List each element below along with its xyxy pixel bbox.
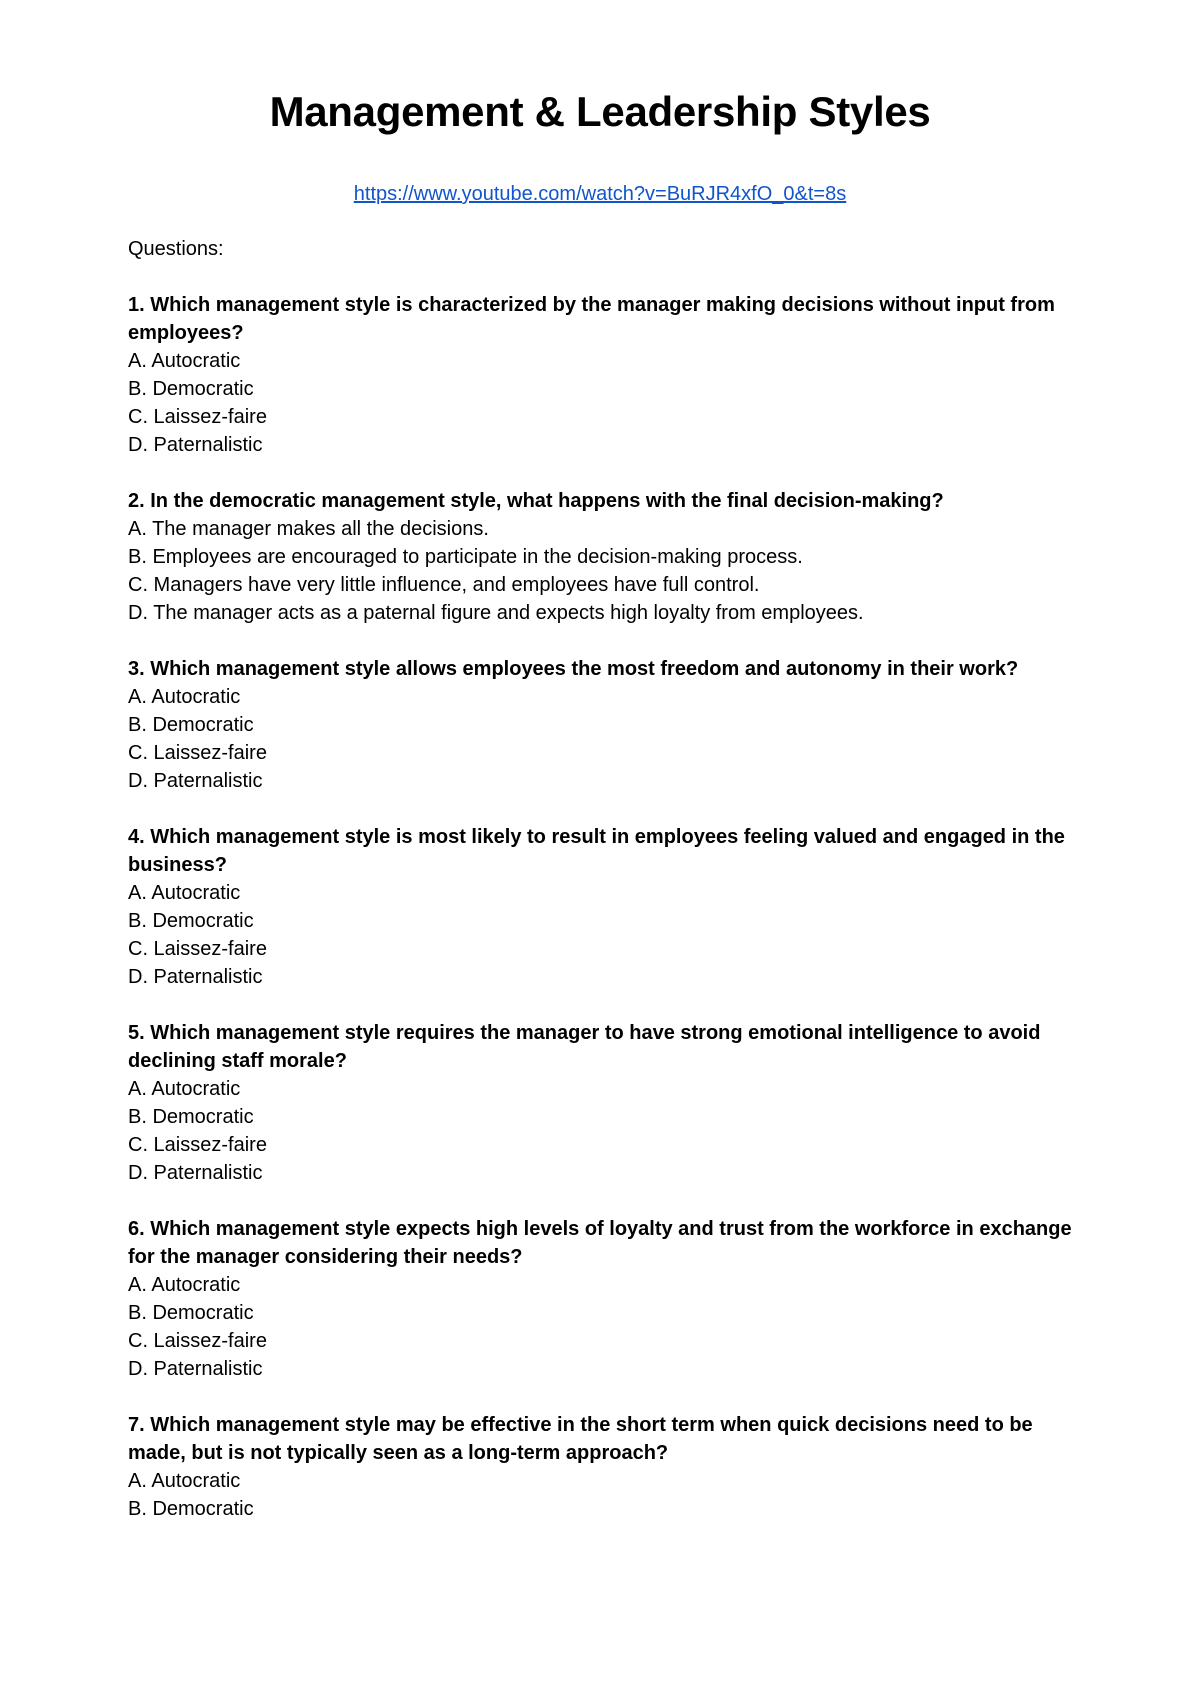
answer-option: B. Democratic [128,1498,254,1520]
question-text: 5. Which management style requires the manager to have strong emotional intelligence to avoid declining staff morale? [128,1022,1041,1072]
answer-option: B. Employees are encouraged to participate in the decision-making process. [128,546,803,568]
answer-option: A. Autocratic [128,882,241,904]
answer-option: A. Autocratic [128,1470,241,1492]
answer-option: B. Democratic [128,714,254,736]
question-item [128,823,1072,991]
answer-option: C. Laissez-faire [128,1330,267,1352]
answer-option: D. Paternalistic [128,966,263,988]
video-link-row [128,180,1072,208]
page-title: Management & Leadership Styles [269,88,931,135]
answer-option: A. Autocratic [128,350,241,372]
answer-option: A. Autocratic [128,1274,241,1296]
answer-options [128,515,1072,627]
answer-option: B. Democratic [128,1106,254,1128]
question-text: 4. Which management style is most likely to result in employees feeling valued and engaged in the business? [128,826,1065,876]
answer-option: D. Paternalistic [128,434,263,456]
answer-option: C. Laissez-faire [128,406,267,428]
questions-list [128,291,1072,1523]
question-item [128,291,1072,459]
answer-options [128,683,1072,795]
answer-option: D. The manager acts as a paternal figure and expects high loyalty from employees. [128,602,864,624]
question-text: 2. In the democratic management style, what happens with the final decision-making? [128,490,944,512]
answer-option: A. The manager makes all the decisions. [128,518,489,540]
answer-option: B. Democratic [128,1302,254,1324]
answer-options [128,1467,1072,1523]
questions-label: Questions: [128,238,224,260]
answer-option: B. Democratic [128,910,254,932]
answer-option: D. Paternalistic [128,1162,263,1184]
question-text: 6. Which management style expects high levels of loyalty and trust from the workforce in exchange for the manager considering their needs? [128,1218,1072,1268]
question-text: 1. Which management style is characterized by the manager making decisions without input from employees? [128,294,1055,344]
answer-option: C. Laissez-faire [128,742,267,764]
answer-options [128,1271,1072,1383]
answer-options [128,879,1072,991]
question-item [128,1215,1072,1383]
answer-options [128,347,1072,459]
answer-option: C. Managers have very little influence, and employees have full control. [128,574,760,596]
question-item [128,655,1072,795]
answer-option: A. Autocratic [128,1078,241,1100]
question-text: 7. Which management style may be effective in the short term when quick decisions need to be made, but is not typically seen as a long-term approach? [128,1414,1033,1464]
answer-options [128,1075,1072,1187]
answer-option: D. Paternalistic [128,770,263,792]
answer-option: C. Laissez-faire [128,938,267,960]
question-item [128,1019,1072,1187]
answer-option: D. Paternalistic [128,1358,263,1380]
answer-option: B. Democratic [128,378,254,400]
question-item [128,1411,1072,1523]
answer-option: C. Laissez-faire [128,1134,267,1156]
answer-option: A. Autocratic [128,686,241,708]
question-item [128,487,1072,627]
video-link[interactable]: https://www.youtube.com/watch?v=BuRJR4xfO_0&t=8s [353,183,847,205]
question-text: 3. Which management style allows employees the most freedom and autonomy in their work? [128,658,1019,680]
